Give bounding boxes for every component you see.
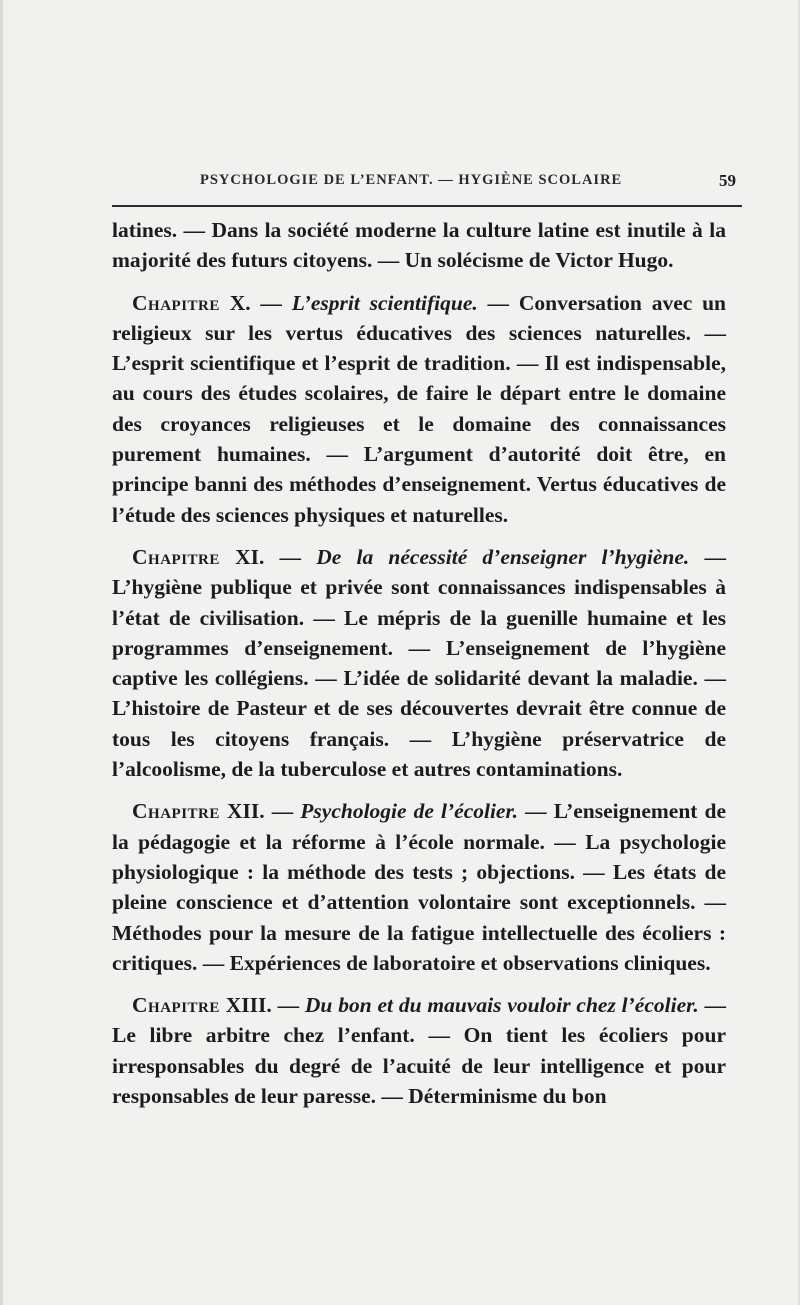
chapter-numeral: XIII. <box>225 993 272 1018</box>
running-head <box>112 170 740 206</box>
chapter-label: Chapitre <box>132 290 220 315</box>
chapter-numeral: X. <box>229 290 251 315</box>
chapter-summary: — L’enseignement de la pédagogie et la réforme à l’école normale. — La psychologie physiologique : la méthode des tests ; objections. — Les états de pleine conscience et d’attention volontaire sont exceptionnels. — Méthodes pour la mesure de la fatigue intellectuelle des écoliers : critiques. — Expériences de laboratoire et observations cliniques. <box>112 799 727 975</box>
chapter-numeral: XII. <box>226 799 265 824</box>
chapter-separator: — <box>250 290 292 315</box>
chapter-separator: — <box>264 799 301 824</box>
chapter-label: Chapitre <box>132 799 220 824</box>
chapter-numeral: XI. <box>235 544 265 569</box>
chapter-label: Chapitre <box>132 993 220 1018</box>
header-rule <box>112 205 742 207</box>
continuation-paragraph: latines. — Dans la société moderne la culture latine est inutile à la majorité des futurs citoyens. — Un solécisme de Victor Hugo. <box>112 218 726 273</box>
chapter-title: L’esprit scientifique. <box>291 290 478 315</box>
chapter-title: De la nécessité d’enseigner l’hygiène. <box>316 544 690 569</box>
chapter-title: Psychologie de l’écolier. <box>300 799 519 824</box>
chapter-title: Du bon et du mauvais vouloir chez l’écolier. <box>304 993 699 1018</box>
page-number: 59 <box>719 171 736 190</box>
chapter-xi-paragraph <box>112 542 726 784</box>
chapter-label: Chapitre <box>132 544 220 569</box>
chapter-separator: — <box>264 544 317 569</box>
chapter-summary: — L’hygiène publique et privée sont connaissances indispensables à l’état de civilisation. — Le mépris de la guenille humaine et les programmes d’enseignement. — L’enseignement de l’hygiène captive les collégiens. — L’idée de solidarité devant la maladie. — L’histoire de Pasteur et de ses découvertes devrait être connue de tous les citoyens français. — L’hygiène préservatrice de l’alcoolisme, de la tuberculose et autres contaminations. <box>112 544 727 782</box>
chapter-separator: — <box>271 993 305 1018</box>
chapter-xiii-paragraph <box>112 990 726 1111</box>
chapter-summary: — Le libre arbitre chez l’enfant. — On tient les écoliers pour irresponsables du degré de l’acuité de leur intelligence et pour responsables de leur paresse. — Déterminisme du bon <box>112 993 727 1109</box>
page-body <box>112 215 726 1111</box>
running-title: PSYCHOLOGIE DE L’ENFANT. — HYGIÈNE SCOLAIRE <box>200 172 623 188</box>
chapter-x-paragraph <box>112 288 726 530</box>
chapter-xii-paragraph <box>112 796 726 978</box>
chapter-summary: — Conversation avec un religieux sur les vertus éducatives des sciences naturelles. — L’esprit scientifique et l’esprit de tradition. — Il est indispensable, au cours des études scolaires, de faire le départ entre le domaine des croyances religieuses et le domaine des connaissances purement humaines. — L’argument d’autorité doit être, en principe banni des méthodes d’enseignement. Vertus éducatives de l’étude des sciences physiques et naturelles. <box>112 290 727 527</box>
